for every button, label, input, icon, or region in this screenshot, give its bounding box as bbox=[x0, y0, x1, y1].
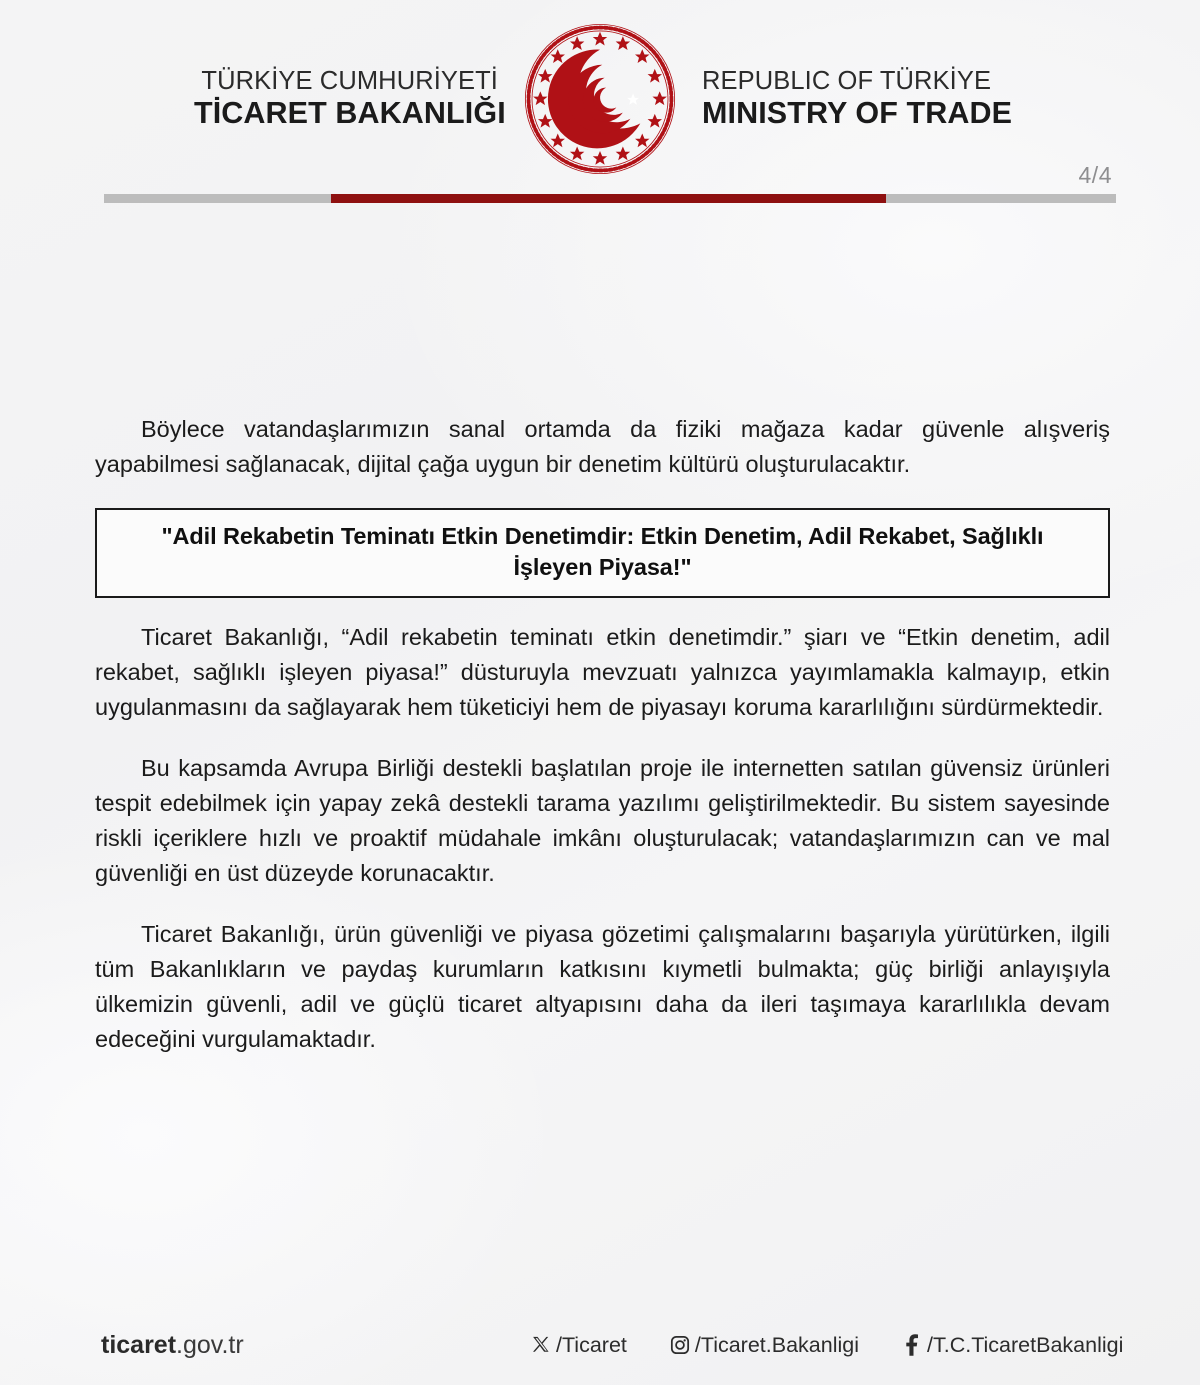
x-twitter-icon bbox=[530, 1334, 553, 1357]
facebook-icon bbox=[901, 1334, 924, 1357]
header-english-line1: REPUBLIC OF TÜRKİYE bbox=[702, 67, 992, 96]
quote-text: "Adil Rekabetin Teminatı Etkin Denetimdir: Etkin Denetim, Adil Rekabet, Sağlıklı İşleyen Piyasa!" bbox=[161, 523, 1044, 580]
header-english-line2: MINISTRY OF TRADE bbox=[702, 95, 1013, 130]
paragraph-3: Bu kapsamda Avrupa Birliği destekli başlatılan proje ile internetten satılan güvensiz ürünleri tespit edebilmek için yapay zekâ destekli tarama yazılımı geliştirilmektedir. Bu sistem sayesinde riskli içeriklere hızlı ve proaktif müdahale imkânı oluşturulacak; vatandaşlarımızın can ve mal güvenliği en üst düzeyde korunacaktır. bbox=[95, 755, 1110, 886]
website-url[interactable] bbox=[101, 1331, 244, 1360]
divider-segment-gray-right bbox=[886, 194, 1116, 203]
paragraph-1: Böylece vatandaşlarımızın sanal ortamda da fiziki mağaza kadar güvenle alışveriş yapabilmesi sağlanacak, dijital çağa uygun bir denetim kültürü oluşturulacaktır. bbox=[95, 416, 1110, 477]
website-url-bold: ticaret bbox=[101, 1330, 177, 1359]
paragraph-4: Ticaret Bakanlığı, ürün güvenliği ve piyasa gözetimi çalışmalarını başarıyla yürütürken, ilgili tüm Bakanlıkların ve paydaş kurumların katkısını kıymetli bulmakta; güç birliği anlayışıyla ülkemizin güvenli, adil ve güçlü ticaret altyapısını daha da ileri taşımaya kararlılıkla devam edeceğini vurgulamaktadır. bbox=[95, 921, 1110, 1052]
paragraph-2: Ticaret Bakanlığı, “Adil rekabetin teminatı etkin denetimdir.” şiarı ve “Etkin denetim, adil rekabet, sağlıklı işleyen piyasa!” düsturuyla mevzuatı yalnızca yayımlamakla kalmayıp, etkin uygulanmasını da sağlayarak hem tüketiciyi hem de piyasayı koruma kararlılığını sürdürmektedir. bbox=[95, 624, 1110, 720]
highlighted-quote-box bbox=[95, 508, 1110, 598]
document-footer bbox=[0, 1322, 1200, 1368]
header-title-turkish bbox=[194, 68, 524, 129]
social-link-facebook[interactable] bbox=[901, 1333, 1123, 1358]
social-link-x-twitter[interactable] bbox=[530, 1333, 627, 1358]
instagram-icon bbox=[669, 1334, 692, 1357]
social-handle-facebook: /T.C.TicaretBakanligi bbox=[927, 1332, 1124, 1357]
divider-segment-red bbox=[331, 194, 886, 203]
social-handle-instagram: /Ticaret.Bakanligi bbox=[694, 1332, 859, 1357]
header-turkish-line2: TİCARET BAKANLIĞI bbox=[194, 95, 506, 130]
social-link-instagram[interactable] bbox=[669, 1333, 859, 1358]
header-title-english bbox=[676, 67, 1013, 130]
header-divider-bar bbox=[104, 194, 1116, 203]
social-links bbox=[530, 1333, 1123, 1358]
turkey-ministry-of-trade-emblem-icon bbox=[524, 23, 676, 175]
divider-segment-gray-left bbox=[104, 194, 331, 203]
document-body bbox=[95, 412, 1110, 1057]
header-turkish-line1: TÜRKİYE CUMHURİYETİ bbox=[201, 67, 498, 96]
website-url-rest: .gov.tr bbox=[176, 1330, 244, 1359]
social-handle-x-twitter: /Ticaret bbox=[556, 1332, 627, 1357]
document-header bbox=[0, 24, 1200, 174]
page-number: 4/4 bbox=[1078, 162, 1112, 188]
